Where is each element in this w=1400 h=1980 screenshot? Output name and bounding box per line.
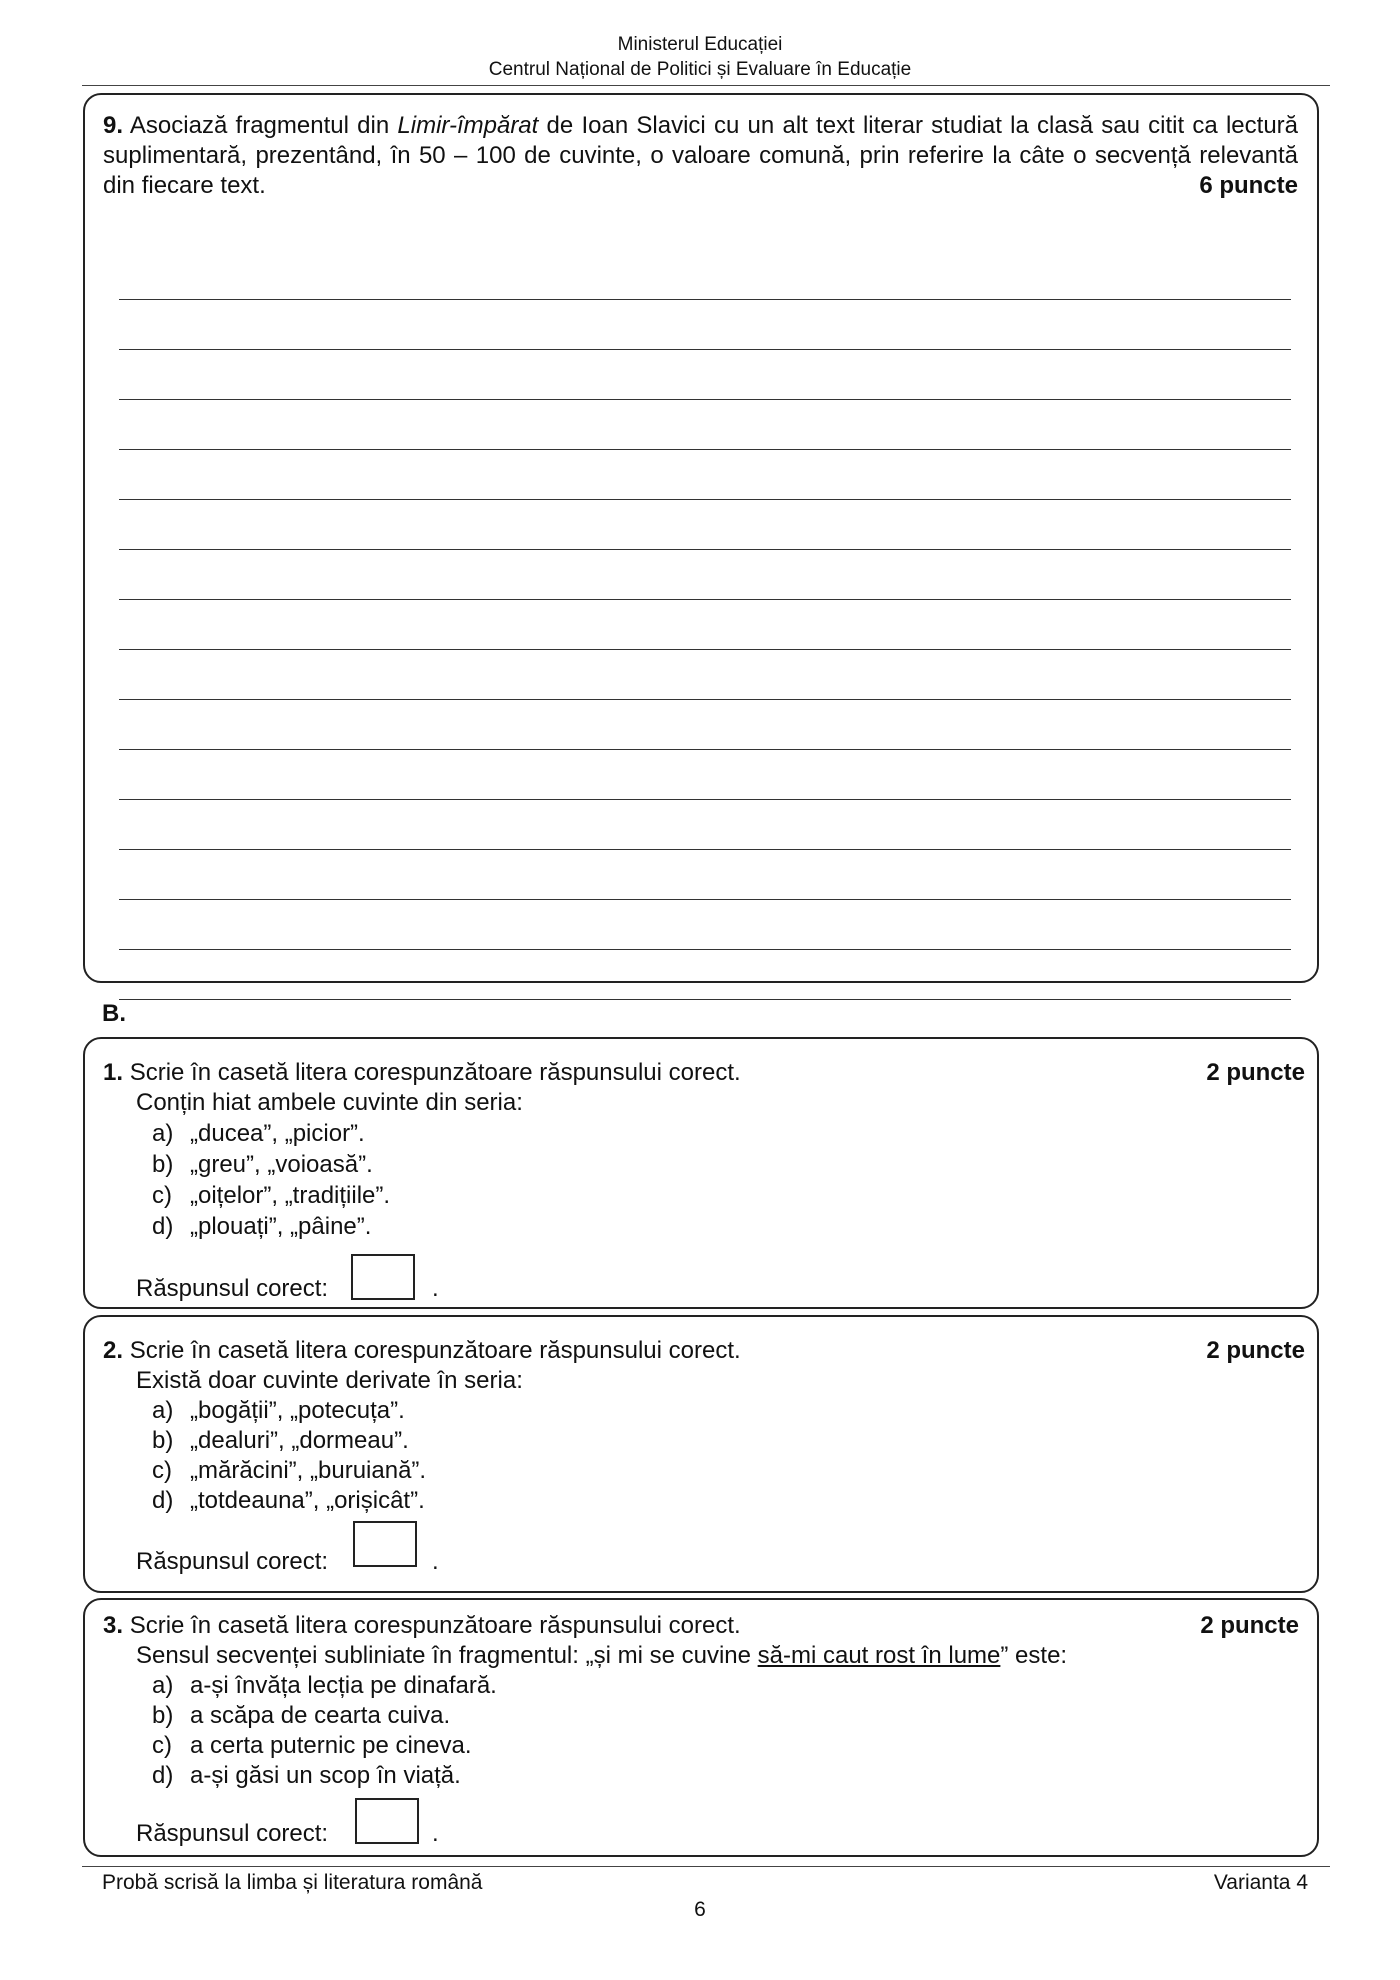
question-b1-question: Conțin hiat ambele cuvinte din seria:	[136, 1089, 523, 1116]
answer-line[interactable]	[119, 800, 1291, 850]
question-b1-points: 2 puncte	[1206, 1059, 1305, 1086]
option-b: b) a scăpa de cearta cuiva.	[152, 1702, 451, 1729]
option-c: c) „oițelor”, „tradițiile”.	[152, 1182, 391, 1209]
question-9-number: 9.	[103, 112, 124, 139]
option-c: c) „mărăcini”, „buruiană”.	[152, 1457, 427, 1484]
answer-line[interactable]	[119, 450, 1291, 500]
page-header	[0, 32, 1400, 82]
answer-line[interactable]	[119, 950, 1291, 1000]
question-b2-question: Există doar cuvinte derivate în seria:	[136, 1367, 523, 1394]
answer-label: Răspunsul corect:	[136, 1820, 329, 1847]
answer-line[interactable]	[119, 650, 1291, 700]
answer-lines[interactable]	[119, 250, 1291, 1000]
question-9-title: Limir-împărat	[397, 112, 539, 139]
question-b2-box	[83, 1315, 1319, 1593]
answer-line[interactable]	[119, 550, 1291, 600]
option-d: d) a-și găsi un scop în viață.	[152, 1762, 461, 1789]
question-b1-instruction: Scrie în casetă litera corespunzătoare răspunsului corect.	[129, 1059, 741, 1086]
answer-line[interactable]	[119, 250, 1291, 300]
question-b1-box	[83, 1037, 1319, 1309]
question-b3-question: Sensul secvenței subliniate în fragmentul: „și mi se cuvine să-mi caut rost în lume” este:	[136, 1642, 1068, 1669]
question-b3-box	[83, 1598, 1319, 1857]
answer-box[interactable]	[353, 1521, 417, 1567]
answer-line[interactable]	[119, 400, 1291, 450]
question-9-text-before: Asociază fragmentul din	[129, 112, 398, 139]
question-b1-instruction-row	[103, 1058, 741, 1088]
answer-line[interactable]	[119, 500, 1291, 550]
question-9-box	[83, 93, 1319, 983]
question-9-points: 6 puncte	[1199, 172, 1298, 199]
answer-period: .	[432, 1275, 439, 1302]
option-b: b) „dealuri”, „dormeau”.	[152, 1427, 409, 1454]
header-divider	[82, 85, 1330, 86]
option-a: a) a-și învăța lecția pe dinafară.	[152, 1672, 497, 1699]
answer-line[interactable]	[119, 900, 1291, 950]
answer-line[interactable]	[119, 750, 1291, 800]
answer-line[interactable]	[119, 850, 1291, 900]
option-c: c) a certa puternic pe cineva.	[152, 1732, 472, 1759]
question-b3-points: 2 puncte	[1200, 1612, 1299, 1639]
answer-box[interactable]	[351, 1254, 415, 1300]
question-b2-instruction-row	[103, 1336, 741, 1366]
answer-box[interactable]	[355, 1798, 419, 1844]
question-b3-instruction-row	[103, 1611, 741, 1641]
answer-period: .	[432, 1820, 439, 1847]
question-9-text-after: de Ioan Slavici cu un alt text literar studiat la clasă sau citit ca lectură suplimentară, prezentând, în 50 – 100 de cuvinte, o valoare comună, prin referire la câte o secvență relevantă din fiecare text.	[103, 112, 1299, 199]
question-9-text	[103, 111, 1298, 201]
section-b-label: B.	[102, 1000, 126, 1027]
answer-line[interactable]	[119, 700, 1291, 750]
option-b: b) „greu”, „voioasă”.	[152, 1151, 373, 1178]
question-b3-number: 3.	[103, 1612, 124, 1639]
option-a: a) „ducea”, „picior”.	[152, 1120, 365, 1147]
question-b2-number: 2.	[103, 1337, 124, 1364]
footer-divider	[82, 1866, 1330, 1867]
answer-line[interactable]	[119, 600, 1291, 650]
option-a: a) „bogății”, „potecuța”.	[152, 1397, 405, 1424]
answer-label: Răspunsul corect:	[136, 1548, 329, 1575]
page-number: 6	[694, 1898, 706, 1921]
question-b2-points: 2 puncte	[1206, 1337, 1305, 1364]
answer-label: Răspunsul corect:	[136, 1275, 329, 1302]
answer-line[interactable]	[119, 300, 1291, 350]
header-center: Centrul Național de Politici și Evaluare în Educație	[488, 59, 912, 80]
option-d: d) „plouați”, „pâine”.	[152, 1213, 372, 1240]
underlined-sequence: să-mi caut rost în lume	[757, 1642, 1001, 1669]
footer-exam-title: Probă scrisă la limba și literatura română	[102, 1871, 483, 1894]
question-b3-instruction: Scrie în casetă litera corespunzătoare răspunsului corect.	[129, 1612, 741, 1639]
header-ministry: Ministerul Educației	[617, 34, 783, 55]
question-b1-number: 1.	[103, 1059, 124, 1086]
answer-period: .	[432, 1548, 439, 1575]
answer-line[interactable]	[119, 350, 1291, 400]
option-d: d) „totdeauna”, „orișicât”.	[152, 1487, 425, 1514]
footer-variant: Varianta 4	[1213, 1871, 1308, 1894]
question-b2-instruction: Scrie în casetă litera corespunzătoare răspunsului corect.	[129, 1337, 741, 1364]
